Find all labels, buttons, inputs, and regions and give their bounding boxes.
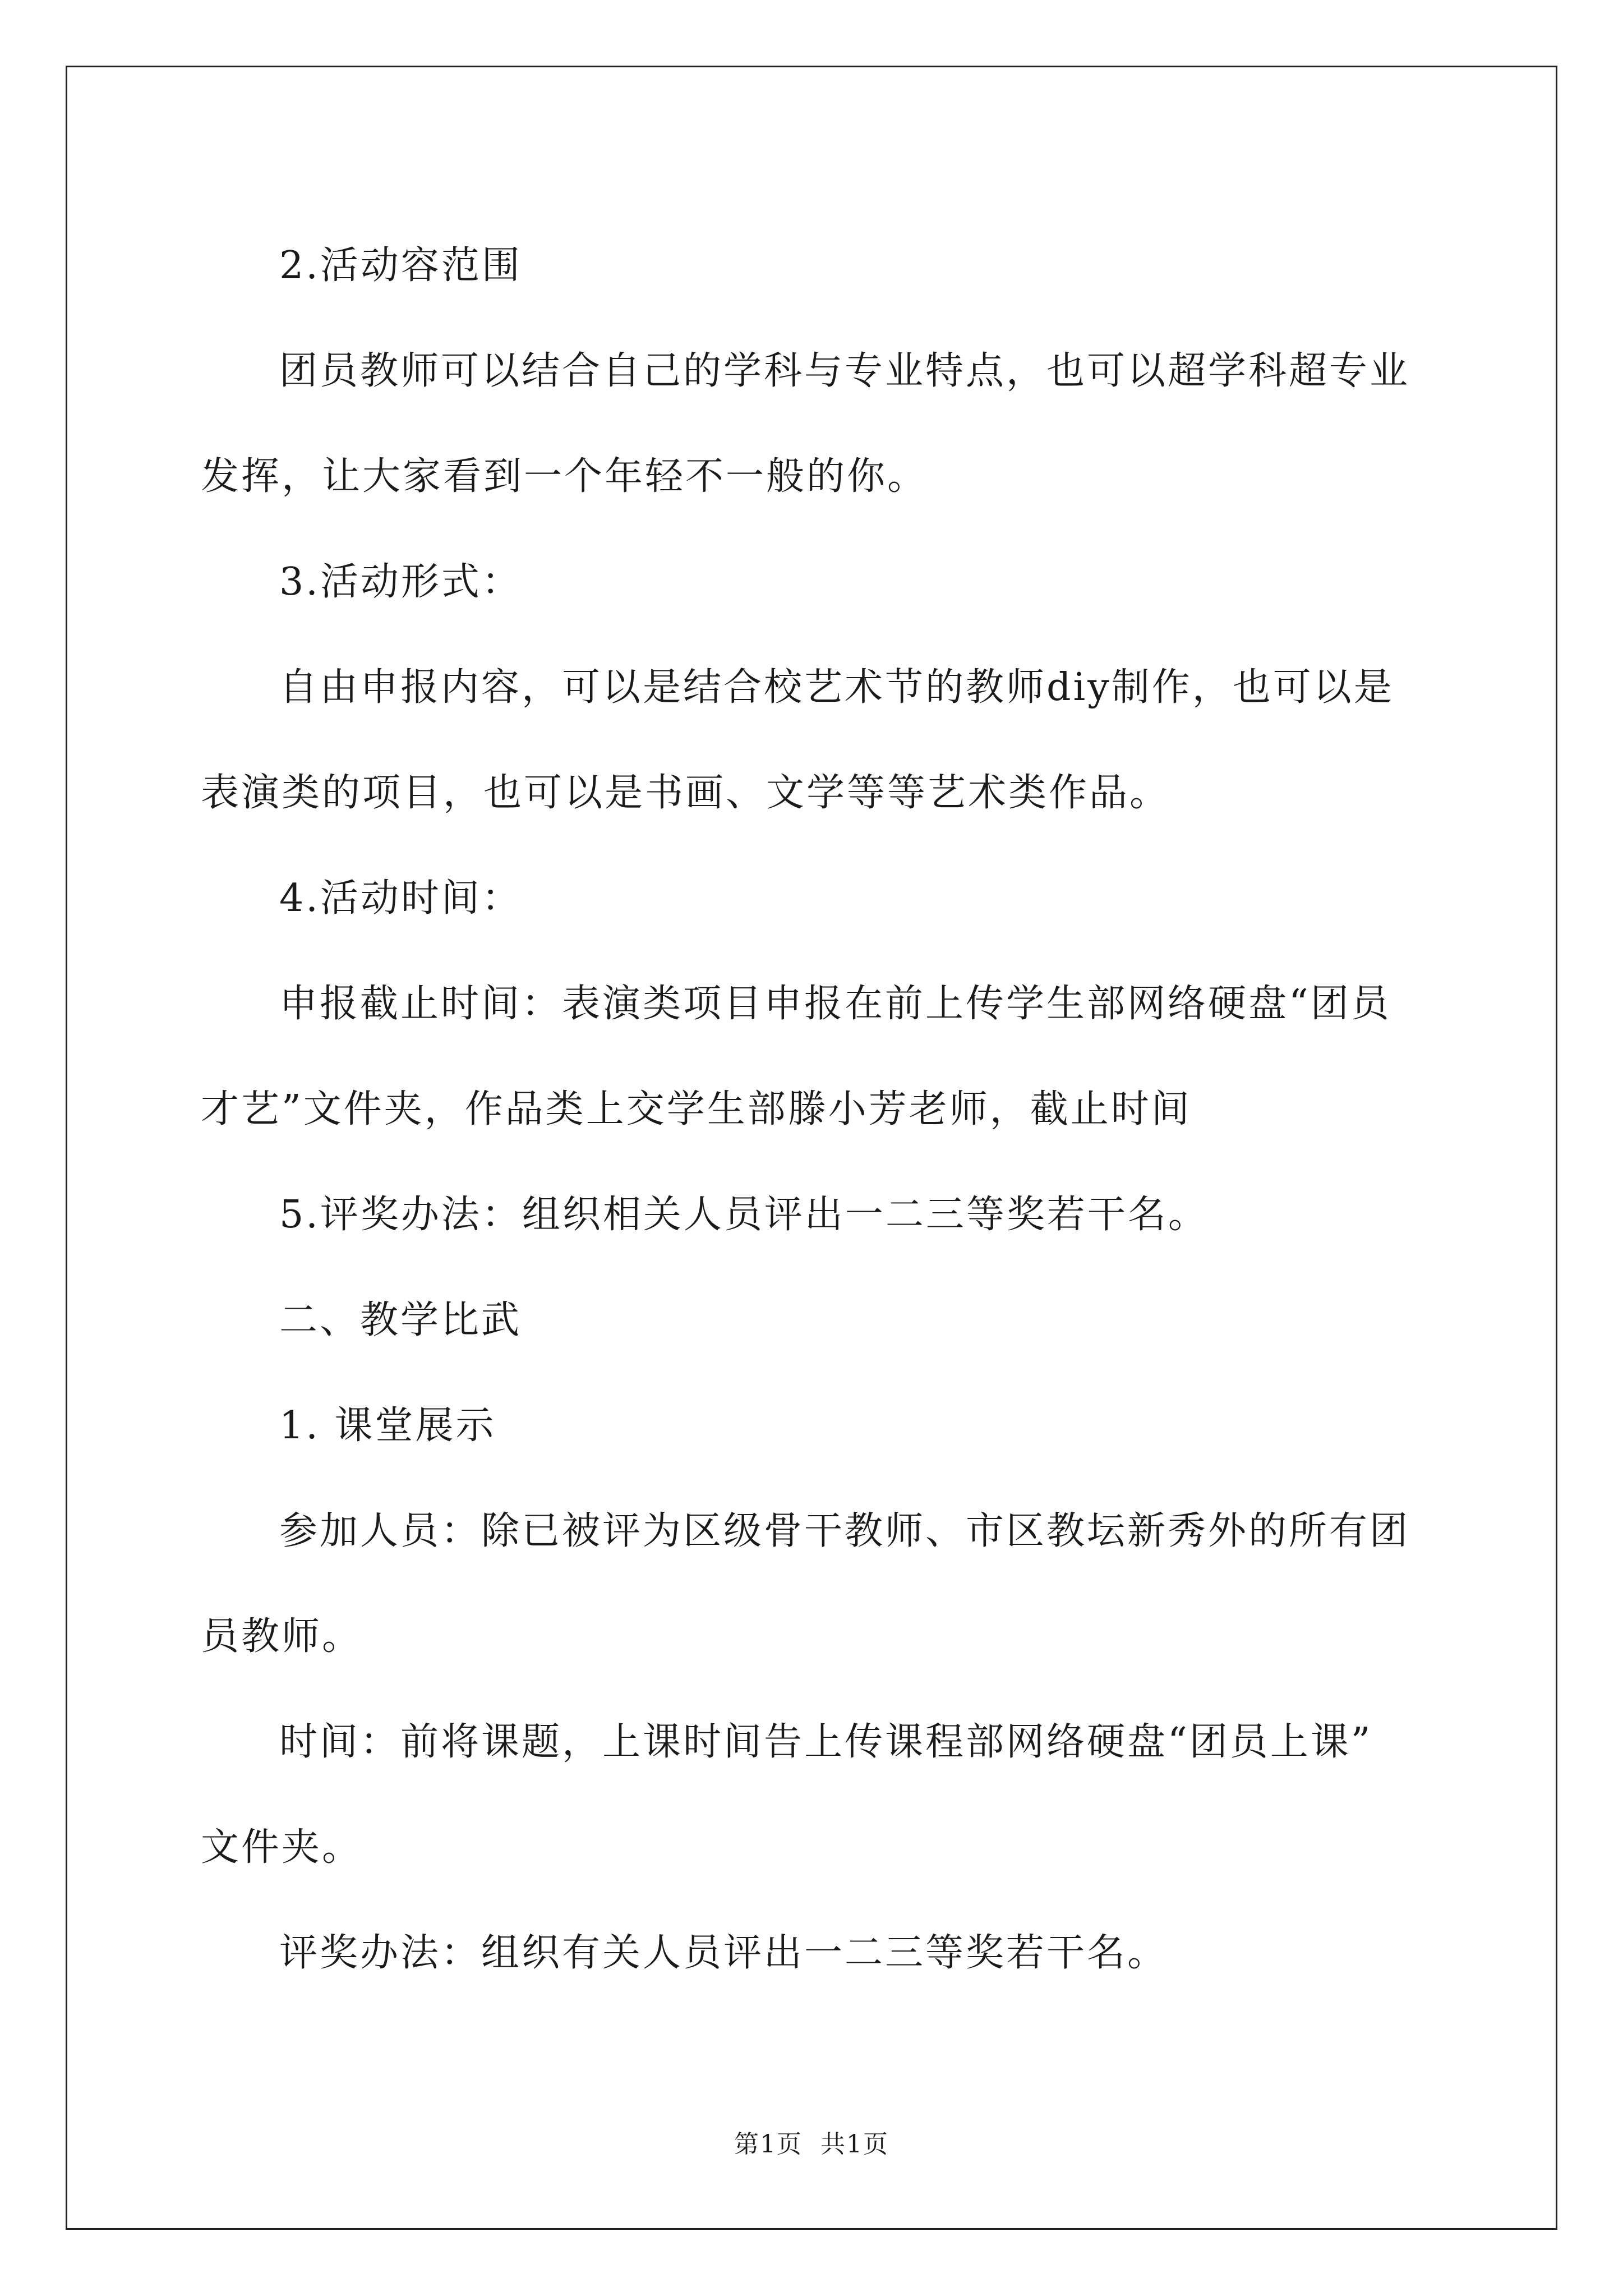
paragraph: 文件夹。 bbox=[201, 1825, 363, 1870]
paragraph: 参加人员：除已被评为区级骨干教师、市区教坛新秀外的所有团 bbox=[279, 1509, 1410, 1553]
paragraph: 时间：前将课题，上课时间告上传课程部网络硬盘“团员上课” bbox=[279, 1720, 1373, 1764]
document-body bbox=[201, 213, 1423, 2006]
paragraph: 2.活动容范围 bbox=[279, 243, 522, 288]
page-footer bbox=[0, 2124, 1623, 2160]
paragraph: 3.活动形式： bbox=[279, 560, 522, 604]
paragraph: 发挥，让大家看到一个年轻不一般的你。 bbox=[201, 454, 928, 499]
paragraph: 团员教师可以结合自己的学科与专业特点，也可以超学科超专业 bbox=[279, 349, 1410, 393]
paragraph: 表演类的项目，也可以是书画、文学等等艺术类作品。 bbox=[201, 771, 1170, 815]
paragraph: 才艺”文件夹，作品类上交学生部滕小芳老师，截止时间 bbox=[201, 1087, 1192, 1131]
paragraph: 5.评奖办法：组织相关人员评出一二三等奖若干名。 bbox=[279, 1193, 1209, 1237]
subsection-heading: 1. 课堂展示 bbox=[279, 1404, 496, 1448]
paragraph: 员教师。 bbox=[201, 1614, 363, 1659]
paragraph: 4.活动时间： bbox=[279, 876, 522, 921]
page-total: 共1页 bbox=[820, 2130, 889, 2159]
page-number: 第1页 bbox=[734, 2130, 803, 2159]
paragraph: 评奖办法：组织有关人员评出一二三等奖若干名。 bbox=[279, 1931, 1168, 1975]
paragraph: 自由申报内容，可以是结合校艺术节的教师diy制作，也可以是 bbox=[279, 665, 1394, 710]
section-heading: 二、教学比武 bbox=[279, 1298, 522, 1342]
paragraph: 申报截止时间：表演类项目申报在前上传学生部网络硬盘“团员 bbox=[279, 982, 1391, 1026]
